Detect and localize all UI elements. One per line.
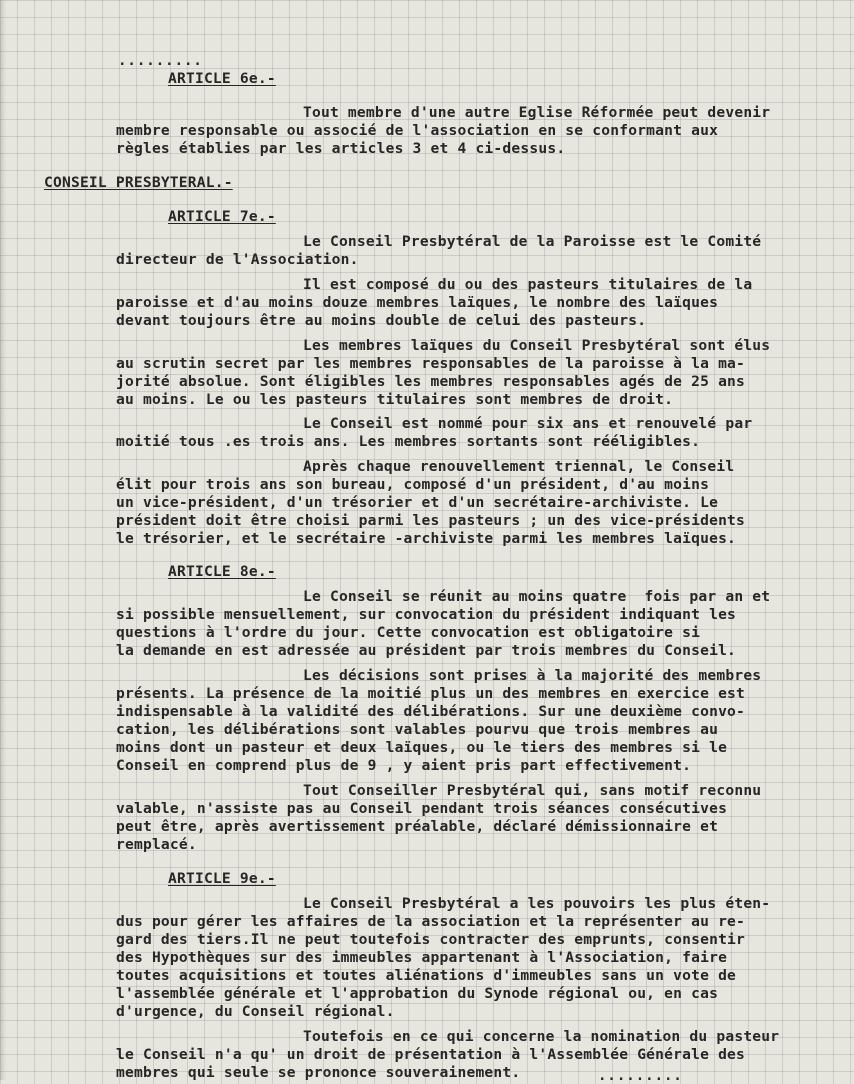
text-line: membres qui seule se prononce souverainement. — [116, 1064, 521, 1081]
text-line: présents. La présence de la moitié plus un des membres en exercice est — [116, 685, 746, 702]
text-line: jorité absolue. Sont éligibles les membres responsables agés de 25 ans — [116, 373, 746, 390]
text-line: Toutefois en ce qui concerne la nomination du pasteur — [303, 1028, 780, 1045]
text-line: Les membres laïques du Conseil Presbytéral sont élus — [303, 337, 771, 354]
section-heading: ARTICLE 8e.- — [168, 563, 276, 580]
text-line: Tout membre d'une autre Eglise Réformée peut devenir — [303, 104, 771, 121]
text-line: remplacé. — [116, 836, 197, 853]
text-line: président doit être choisi parmi les pasteurs ; un des vice-présidents — [116, 512, 746, 529]
text-line: élit pour trois ans son bureau, composé d'un président, d'au moins — [116, 476, 710, 493]
text-line: règles établies par les articles 3 et 4 ci-dessus. — [116, 140, 566, 157]
text-line: Le Conseil est nommé pour six ans et renouvelé par — [303, 415, 753, 432]
text-line: un vice-président, d'un trésorier et d'un secrétaire-archiviste. Le — [116, 494, 719, 511]
text-line: Le Conseil Presbytéral a les pouvoirs les plus éten- — [303, 895, 771, 912]
text-line: dus pour gérer les affaires de la association et la représenter au re- — [116, 913, 746, 930]
top-dots: ......... — [118, 53, 203, 69]
text-line: Après chaque renouvellement triennal, le Conseil — [303, 458, 735, 475]
section-heading: ARTICLE 6e.- — [168, 70, 276, 87]
text-line: Il est composé du ou des pasteurs titulaires de la — [303, 276, 753, 293]
text-line: gard des tiers.Il ne peut toutefois contracter des emprunts, consentir — [116, 931, 746, 948]
text-line: l'assemblée générale et l'approbation du Synode régional ou, en cas — [116, 985, 719, 1002]
section-heading: CONSEIL PRESBYTERAL.- — [44, 174, 233, 191]
text-line: d'urgence, du Conseil régional. — [116, 1003, 395, 1020]
text-line: questions à l'ordre du jour. Cette convocation est obligatoire si — [116, 624, 701, 641]
text-line: devant toujours être au moins double de celui des pasteurs. — [116, 312, 647, 329]
text-line: toutes acquisitions et toutes aliénations d'immeubles sans un vote de — [116, 967, 737, 984]
text-line: indispensable à la validité des délibérations. Sur une deuxième convo- — [116, 703, 746, 720]
text-line: membre responsable ou associé de l'association en se conformant aux — [116, 122, 719, 139]
text-line: si possible mensuellement, sur convocation du président indiquant les — [116, 606, 737, 623]
text-line: au scrutin secret par les membres responsables de la paroisse à la ma- — [116, 355, 746, 372]
text-line: directeur de l'Association. — [116, 251, 359, 268]
text-line: Tout Conseiller Presbytéral qui, sans motif reconnu — [303, 782, 762, 799]
text-line: moitié tous .es trois ans. Les membres sortants sont rééligibles. — [116, 433, 701, 450]
text-line: Le Conseil Presbytéral de la Paroisse est le Comité — [303, 233, 762, 250]
section-heading: ARTICLE 7e.- — [168, 208, 276, 225]
text-line: cation, les délibérations sont valables pourvu que trois membres au — [116, 721, 719, 738]
text-line: Les décisions sont prises à la majorité des membres — [303, 667, 762, 684]
text-line: le Conseil n'a qu' un droit de présentation à l'Assemblée Générale des — [116, 1046, 746, 1063]
text-line: des Hypothèques sur des immeubles appartenant à l'Association, faire — [116, 949, 728, 966]
text-line: la demande en est adressée au président par trois membres du Conseil. — [116, 642, 737, 659]
text-line: paroisse et d'au moins douze membres laïques, le nombre des laïques — [116, 294, 719, 311]
text-line: moins dont un pasteur et deux laïques, ou le tiers des membres si le — [116, 739, 728, 756]
text-line: Conseil en comprend plus de 9 , y aient pris part effectivement. — [116, 757, 692, 774]
text-line: valable, n'assiste pas au Conseil pendant trois séances consécutives — [116, 800, 728, 817]
text-line: peut être, après avertissement préalable, déclaré démissionnaire et — [116, 818, 719, 835]
section-heading: ARTICLE 9e.- — [168, 870, 276, 887]
text-line: au moins. Le ou les pasteurs titulaires sont membres de droit. — [116, 391, 674, 408]
text-line: Le Conseil se réunit au moins quatre fois par an et — [303, 588, 771, 605]
page-edge-shadow — [0, 0, 6, 1080]
text-line: le trésorier, et le secrétaire -archiviste parmi les membres laïques. — [116, 530, 737, 547]
bottom-dots: ......... — [598, 1068, 683, 1084]
